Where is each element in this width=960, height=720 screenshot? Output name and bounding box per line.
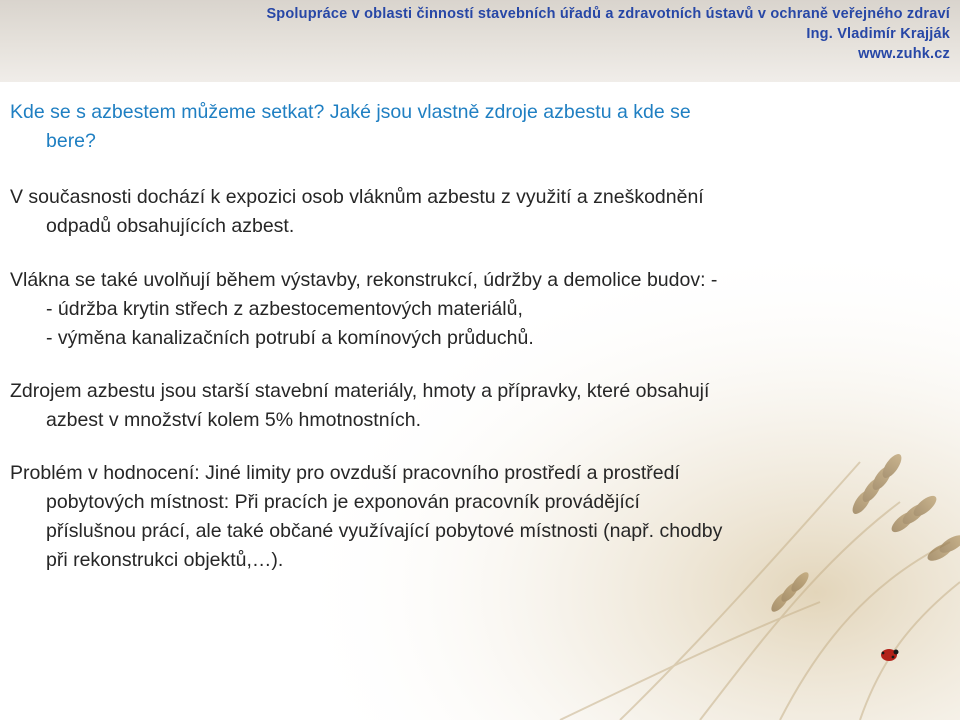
exposure-paragraph: [10, 183, 955, 241]
sources-paragraph: [10, 377, 955, 435]
problem-line-4: při rekonstrukci objektů,…).: [46, 549, 284, 571]
header-author: Ing. Vladimír Krajják: [806, 26, 950, 42]
fiber-release-paragraph: [10, 266, 955, 353]
problem-line-3: příslušnou prácí, ale také občané využívající pobytové místnosti (např. chodby: [46, 520, 723, 542]
fiber-release-line-1: Vlákna se také uvolňují během výstavby, rekonstrukcí, údržby a demolice budov: -: [10, 269, 718, 291]
question-line-1: Kde se s azbestem můžeme setkat? Jaké jsou vlastně zdroje azbestu a kde se: [10, 101, 691, 123]
slide-content: [10, 98, 955, 575]
problem-paragraph: [10, 459, 955, 575]
header-banner: [0, 0, 960, 82]
exposure-line-2: odpadů obsahujících azbest.: [46, 215, 295, 237]
problem-line-2: pobytových místnost: Při pracích je exponován pracovník provádějící: [46, 491, 640, 513]
problem-line-1: Problém v hodnocení: Jiné limity pro ovzduší pracovního prostředí a prostředí: [10, 462, 680, 484]
sources-line-2: azbest v množství kolem 5% hmotnostních.: [46, 409, 421, 431]
header-title: Spolupráce v oblasti činností stavebních úřadů a zdravotních ústavů v ochraně veřejného zdraví: [266, 6, 950, 22]
question-paragraph: [10, 98, 955, 156]
fiber-release-line-2: - údržba krytin střech z azbestocementových materiálů,: [46, 298, 523, 320]
exposure-line-1: V současnosti dochází k expozici osob vláknům azbestu z využití a zneškodnění: [10, 186, 704, 208]
fiber-release-line-3: - výměna kanalizačních potrubí a komínových průduchů.: [46, 327, 534, 349]
question-line-2: bere?: [46, 130, 96, 152]
sources-line-1: Zdrojem azbestu jsou starší stavební materiály, hmoty a přípravky, které obsahují: [10, 380, 710, 402]
header-website: www.zuhk.cz: [858, 46, 950, 62]
